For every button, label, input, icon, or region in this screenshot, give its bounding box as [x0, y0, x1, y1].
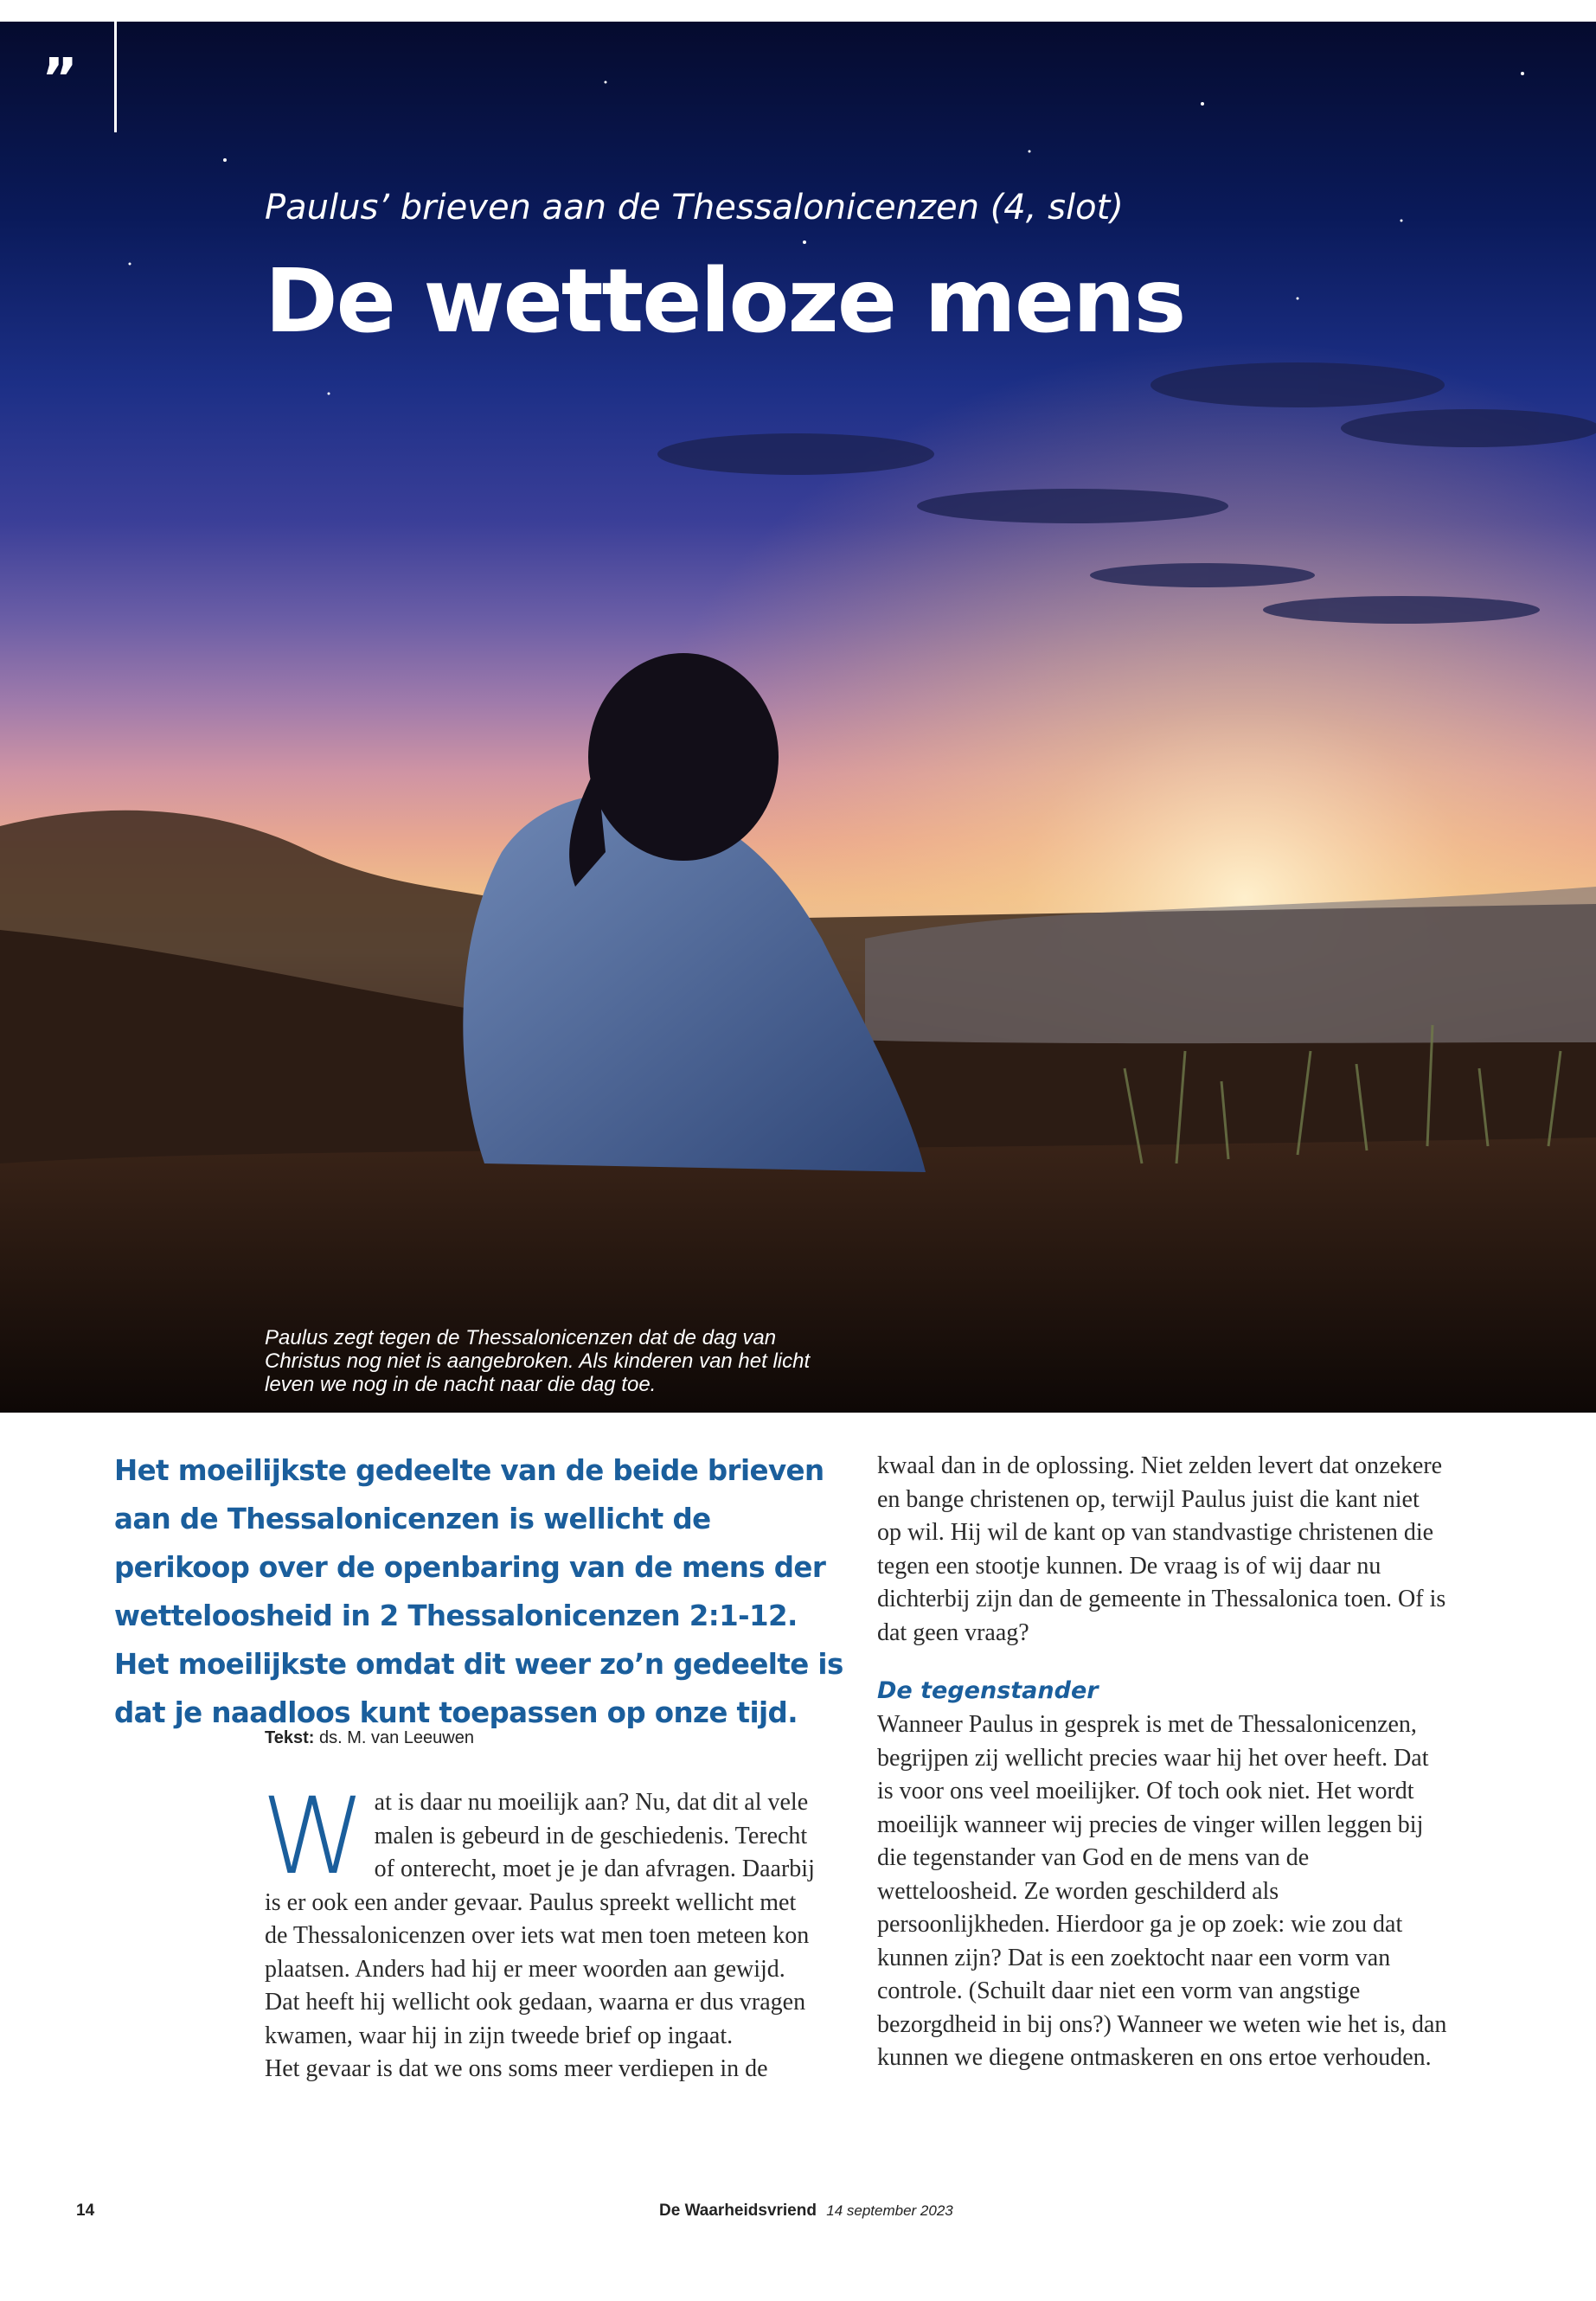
divider-line: [114, 22, 117, 132]
body-column-left: [261, 1775, 818, 2086]
section-subhead: De tegenstander: [877, 1677, 1099, 1704]
quote-mark: ”: [42, 48, 79, 112]
night-landscape-illustration: [0, 22, 1596, 1413]
article-title: De wetteloze mens: [265, 250, 1185, 353]
page-number: 14: [76, 2202, 95, 2220]
body-column-right: [877, 1450, 1448, 2075]
photo-caption: Paulus zegt tegen de Thessalonicenzen dat de dag van Christus nog niet is aangebroken. Als kinderen van het licht leven we nog in de nacht naar die dag toe.: [265, 1326, 811, 1396]
body-paragraph-2: Het gevaar is dat we ons soms meer verdiepen in de: [265, 2055, 768, 2082]
publication-footer: [659, 2202, 953, 2221]
credit-author: ds. M. van Leeuwen: [318, 1728, 474, 1747]
hero-photo: [0, 22, 1596, 1413]
drop-cap: W: [261, 1775, 366, 1898]
body-paragraph-4: Wanneer Paulus in gesprek is met de Thessalonicenzen, begrijpen zij wellicht precies waar hij het over heeft. Dat is voor ons veel moeilijker. Of toch ook niet. Het wordt moeilijk wanneer wij precies de vinger willen leggen bij die tegenstander van God en de mens van de wetteloosheid. Ze worden geschilderd als persoonlijkheden. Hierdoor ga je op zoek: wie zou dat kunnen zijn? Dat is een zoektocht naar een vorm van controle. (Schuilt daar niet een vorm van angstige bezorgdheid in bij ons?) Wanneer we weten wie het is, dan kunnen we diegene ontmaskeren en ons ertoe verhouden.: [877, 1711, 1447, 2071]
author-credit: [265, 1728, 474, 1748]
publication-date: 14 september 2023: [826, 2202, 953, 2219]
publication-name: De Waarheidsvriend: [659, 2202, 817, 2220]
credit-label: Tekst:: [265, 1728, 315, 1747]
series-kicker: Paulus’ brieven aan de Thessalonicenzen (4, slot): [265, 188, 1124, 228]
body-paragraph-3: kwaal dan in de oplossing. Niet zelden levert dat onzekere en bange christenen op, terwijl Paulus juist die kant niet op wil. Hij wil de kant op van standvastige christenen die tegen een stootje kunnen. De vraag is of wij daar nu dichterbij zijn dan de gemeente in Thessalonica toen. Of is dat geen vraag?: [877, 1452, 1446, 1646]
lead-paragraph: Het moeilijkste gedeelte van de beide brieven aan de Thessalonicenzen is wellicht de perikoop over de openbaring van de mens der wetteloosheid in 2 Thessalonicenzen 2:1-12. Het moeilijkste omdat dit weer zo’n gedeelte is dat je naadloos kunt toepassen op onze tijd.: [114, 1454, 843, 1729]
body-paragraph-1: at is daar nu moeilijk aan? Nu, dat dit al vele malen is gebeurd in de geschiedenis. Terecht of onterecht, moet je je dan afvragen. Daarbij is er ook een ander gevaar. Paulus spreekt wellicht met de Thessalonicenzen over iets wat men toen meteen kon plaatsen. Anders had hij er meer woorden aan gewijd. Dat heeft hij wellicht ook gedaan, waarna er dus vragen kwamen, waar hij in zijn tweede brief op ingaat.: [265, 1789, 815, 2049]
